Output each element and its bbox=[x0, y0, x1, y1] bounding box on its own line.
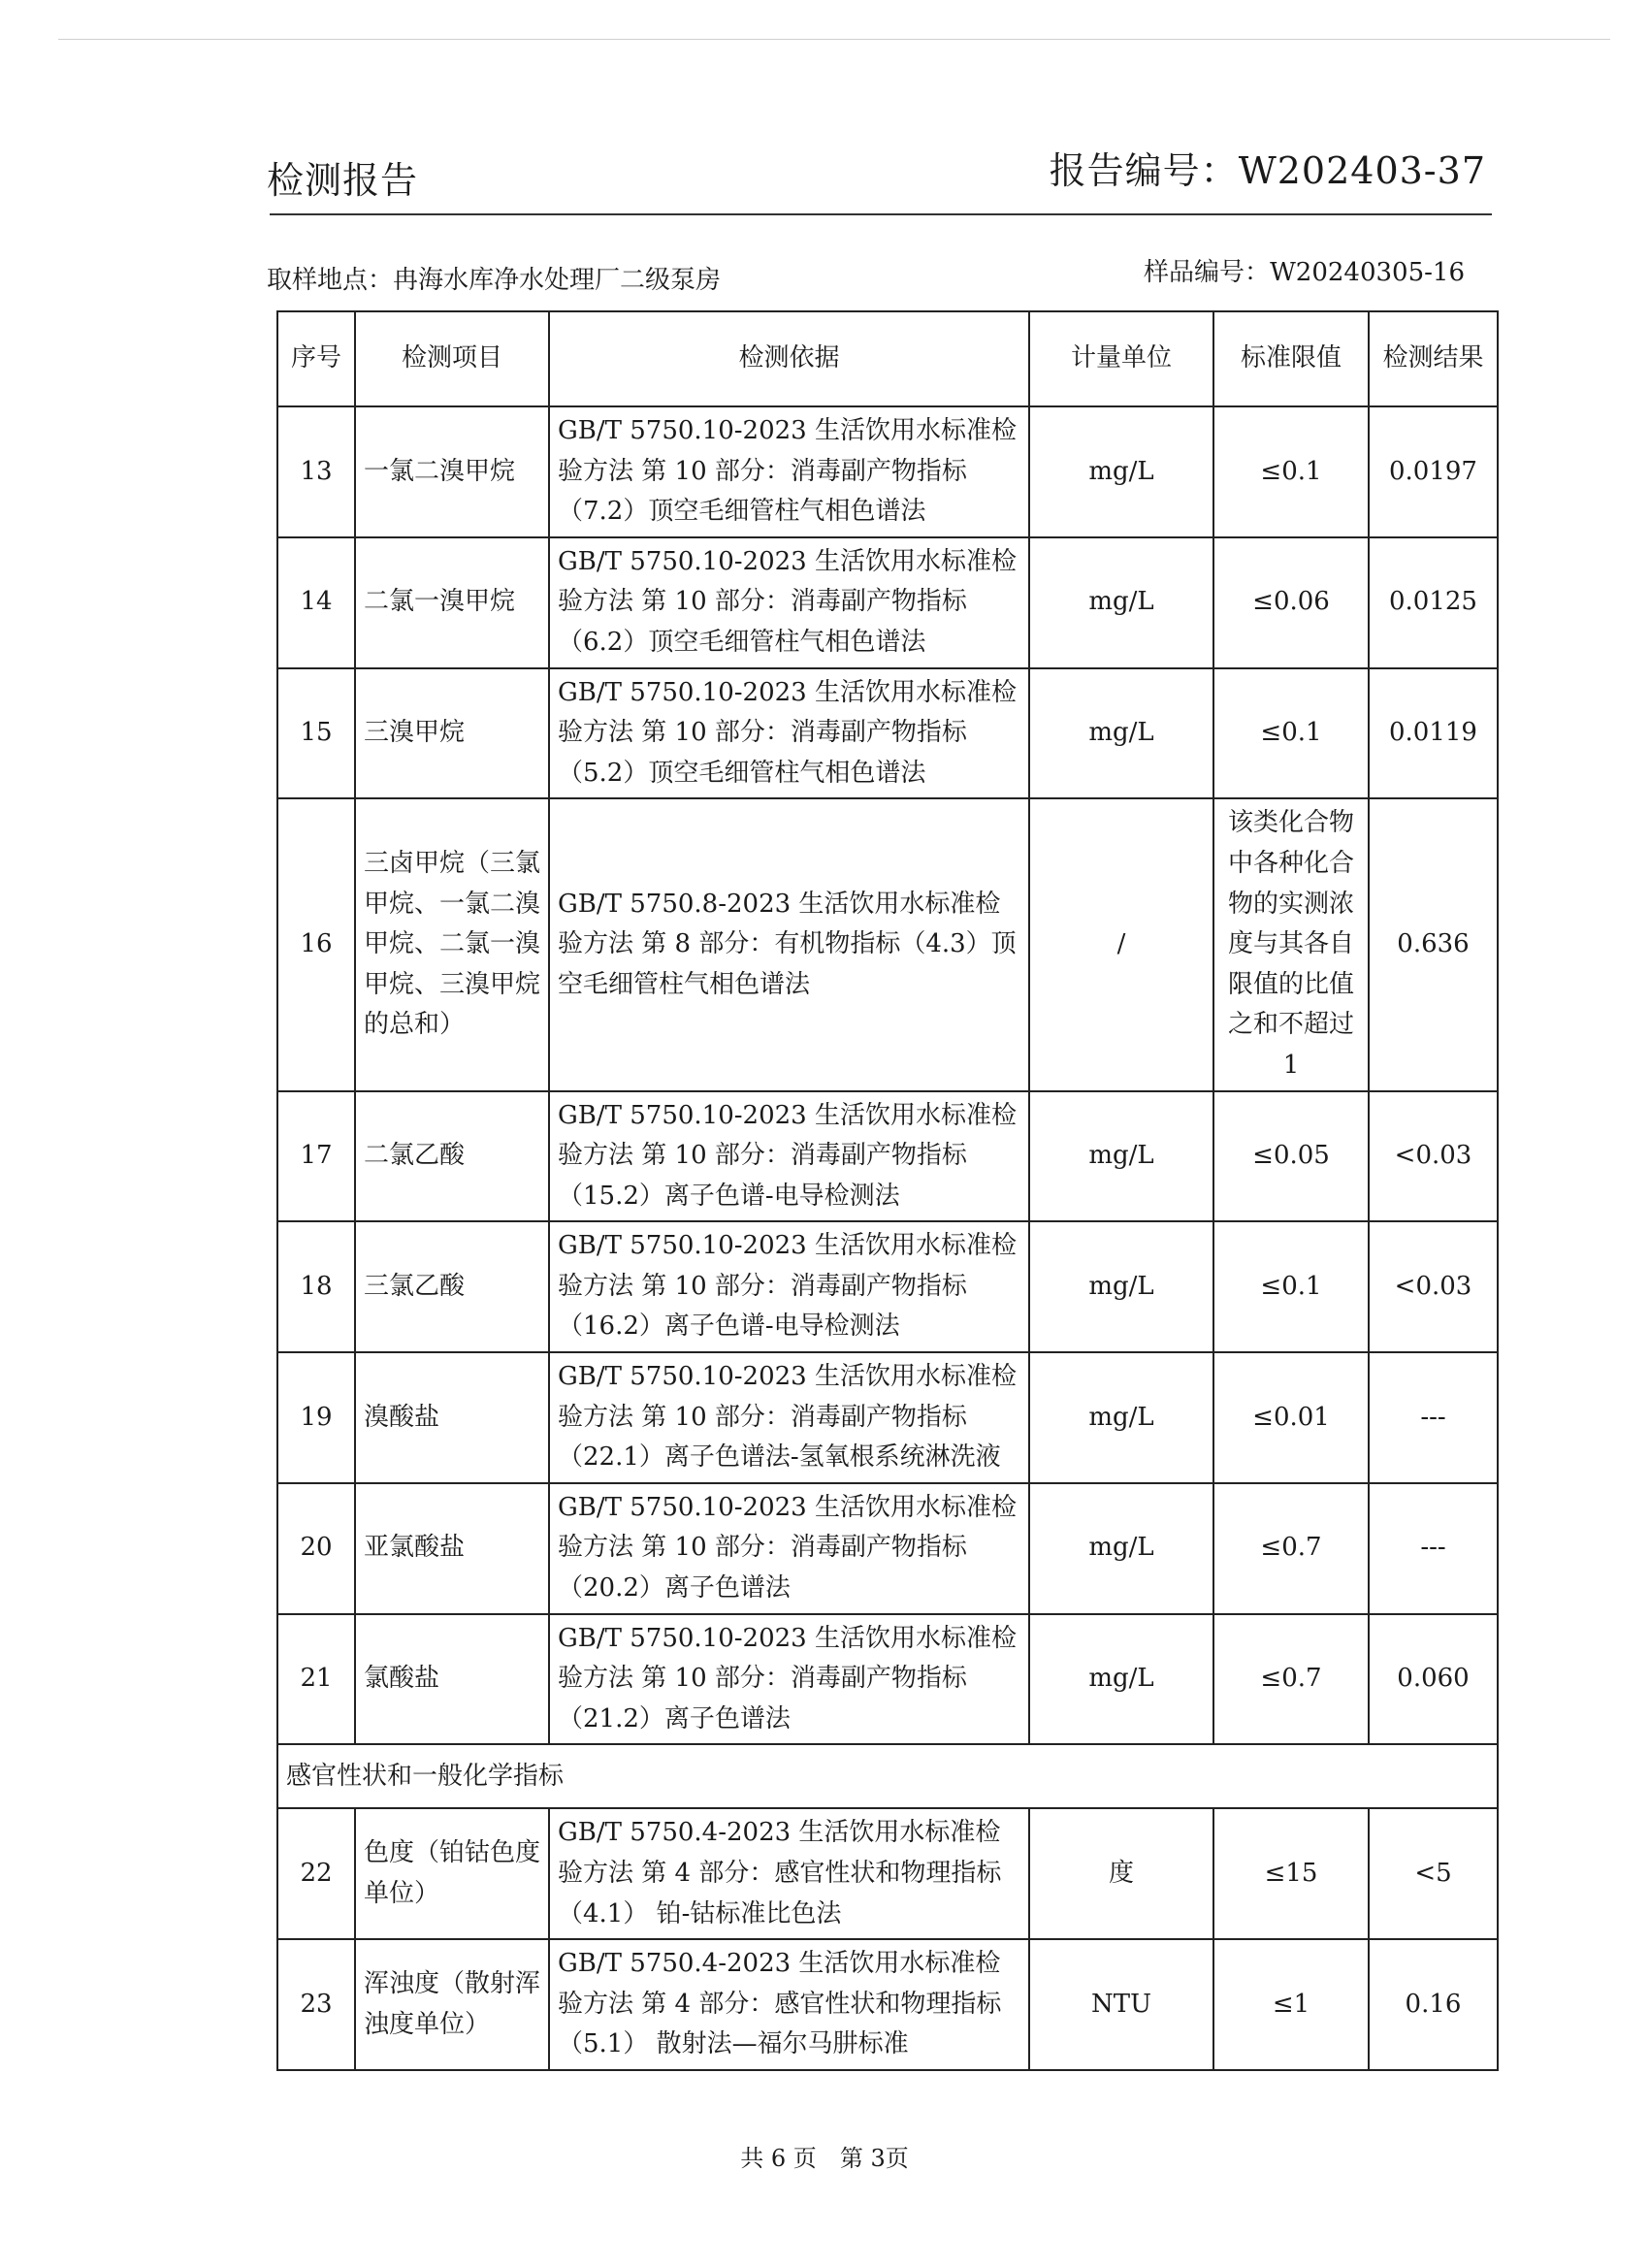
cell-basis: GB/T 5750.10-2023 生活饮用水标准检验方法 第 10 部分：消毒副产物指标（16.2）离子色谱-电导检测法 bbox=[549, 1221, 1029, 1352]
cell-limit: ≤0.05 bbox=[1213, 1091, 1369, 1222]
cell-unit: mg/L bbox=[1029, 1352, 1213, 1483]
col-header-basis: 检测依据 bbox=[549, 311, 1029, 406]
cell-basis: GB/T 5750.4-2023 生活饮用水标准检验方法 第 4 部分：感官性状和物理指标（5.1） 散射法—福尔马肼标准 bbox=[549, 1939, 1029, 2070]
cell-limit: ≤0.06 bbox=[1213, 537, 1369, 668]
cell-unit: mg/L bbox=[1029, 1091, 1213, 1222]
cell-no: 18 bbox=[277, 1221, 355, 1352]
cell-no: 19 bbox=[277, 1352, 355, 1483]
current-page: 第 3页 bbox=[839, 2145, 909, 2172]
cell-item: 浑浊度（散射浑浊度单位） bbox=[355, 1939, 549, 2070]
cell-result: 0.0197 bbox=[1369, 406, 1498, 537]
table-row bbox=[277, 1352, 1498, 1483]
report-title: 检测报告 bbox=[267, 159, 419, 202]
col-header-item: 检测项目 bbox=[355, 311, 549, 406]
scan-edge-line bbox=[58, 39, 1610, 40]
table-row bbox=[277, 1221, 1498, 1352]
cell-result: 0.16 bbox=[1369, 1939, 1498, 2070]
table-row bbox=[277, 406, 1498, 537]
report-number bbox=[1050, 141, 1486, 194]
cell-unit: / bbox=[1029, 798, 1213, 1090]
sample-number bbox=[1144, 252, 1465, 288]
cell-limit: ≤0.1 bbox=[1213, 1221, 1369, 1352]
col-header-unit: 计量单位 bbox=[1029, 311, 1213, 406]
table-row bbox=[277, 798, 1498, 1090]
cell-unit: mg/L bbox=[1029, 1483, 1213, 1614]
sampling-location bbox=[267, 260, 721, 296]
cell-unit: mg/L bbox=[1029, 1614, 1213, 1745]
cell-item: 二氯乙酸 bbox=[355, 1091, 549, 1222]
cell-unit: NTU bbox=[1029, 1939, 1213, 2070]
cell-basis: GB/T 5750.8-2023 生活饮用水标准检验方法 第 8 部分：有机物指标（4.3）顶空毛细管柱气相色谱法 bbox=[549, 798, 1029, 1090]
report-number-label: 报告编号： bbox=[1049, 149, 1239, 192]
cell-limit: ≤1 bbox=[1213, 1939, 1369, 2070]
table-header-row bbox=[277, 311, 1498, 406]
cell-item: 亚氯酸盐 bbox=[355, 1483, 549, 1614]
cell-result: <0.03 bbox=[1369, 1091, 1498, 1222]
header-divider bbox=[270, 213, 1492, 215]
cell-no: 16 bbox=[277, 798, 355, 1090]
cell-basis: GB/T 5750.4-2023 生活饮用水标准检验方法 第 4 部分：感官性状和物理指标（4.1） 铂-钴标准比色法 bbox=[549, 1808, 1029, 1939]
cell-result: 0.060 bbox=[1369, 1614, 1498, 1745]
cell-item: 色度（铂钴色度单位） bbox=[355, 1808, 549, 1939]
cell-result: 0.0119 bbox=[1369, 668, 1498, 799]
cell-result: --- bbox=[1369, 1483, 1498, 1614]
cell-item: 氯酸盐 bbox=[355, 1614, 549, 1745]
cell-limit: ≤0.7 bbox=[1213, 1483, 1369, 1614]
cell-no: 15 bbox=[277, 668, 355, 799]
cell-basis: GB/T 5750.10-2023 生活饮用水标准检验方法 第 10 部分：消毒副产物指标（6.2）顶空毛细管柱气相色谱法 bbox=[549, 537, 1029, 668]
page-footer bbox=[0, 2139, 1649, 2173]
table-row bbox=[277, 1808, 1498, 1939]
sample-number-value: W20240305-16 bbox=[1270, 258, 1465, 287]
results-table bbox=[276, 310, 1499, 2071]
cell-basis: GB/T 5750.10-2023 生活饮用水标准检验方法 第 10 部分：消毒副产物指标（21.2）离子色谱法 bbox=[549, 1614, 1029, 1745]
sampling-location-label: 取样地点： bbox=[267, 266, 394, 295]
section-label: 感官性状和一般化学指标 bbox=[277, 1744, 1498, 1808]
cell-item: 三溴甲烷 bbox=[355, 668, 549, 799]
table-row bbox=[277, 1939, 1498, 2070]
cell-limit: ≤0.1 bbox=[1213, 406, 1369, 537]
cell-no: 13 bbox=[277, 406, 355, 537]
section-row bbox=[277, 1744, 1498, 1808]
col-header-result: 检测结果 bbox=[1369, 311, 1498, 406]
cell-result: 0.636 bbox=[1369, 798, 1498, 1090]
table-row bbox=[277, 537, 1498, 668]
cell-limit: ≤0.01 bbox=[1213, 1352, 1369, 1483]
table-row bbox=[277, 1483, 1498, 1614]
cell-limit: 该类化合物中各种化合物的实测浓度与其各自限值的比值之和不超过1 bbox=[1213, 798, 1369, 1090]
cell-item: 一氯二溴甲烷 bbox=[355, 406, 549, 537]
cell-result: <0.03 bbox=[1369, 1221, 1498, 1352]
report-number-value: W202403-37 bbox=[1238, 149, 1486, 192]
cell-result: --- bbox=[1369, 1352, 1498, 1483]
cell-unit: 度 bbox=[1029, 1808, 1213, 1939]
cell-unit: mg/L bbox=[1029, 406, 1213, 537]
cell-result: 0.0125 bbox=[1369, 537, 1498, 668]
cell-unit: mg/L bbox=[1029, 1221, 1213, 1352]
col-header-no: 序号 bbox=[277, 311, 355, 406]
cell-basis: GB/T 5750.10-2023 生活饮用水标准检验方法 第 10 部分：消毒副产物指标（5.2）顶空毛细管柱气相色谱法 bbox=[549, 668, 1029, 799]
cell-unit: mg/L bbox=[1029, 668, 1213, 799]
sample-number-label: 样品编号： bbox=[1144, 258, 1271, 287]
cell-no: 14 bbox=[277, 537, 355, 668]
sampling-location-value: 冉海水库净水处理厂二级泵房 bbox=[393, 266, 722, 295]
cell-basis: GB/T 5750.10-2023 生活饮用水标准检验方法 第 10 部分：消毒副产物指标（15.2）离子色谱-电导检测法 bbox=[549, 1091, 1029, 1222]
cell-item: 三氯乙酸 bbox=[355, 1221, 549, 1352]
cell-item: 溴酸盐 bbox=[355, 1352, 549, 1483]
cell-no: 21 bbox=[277, 1614, 355, 1745]
cell-no: 22 bbox=[277, 1808, 355, 1939]
total-pages: 共 6 页 bbox=[740, 2145, 817, 2172]
cell-no: 17 bbox=[277, 1091, 355, 1222]
cell-unit: mg/L bbox=[1029, 537, 1213, 668]
cell-basis: GB/T 5750.10-2023 生活饮用水标准检验方法 第 10 部分：消毒副产物指标（7.2）顶空毛细管柱气相色谱法 bbox=[549, 406, 1029, 537]
table-row bbox=[277, 1614, 1498, 1745]
table-row bbox=[277, 1091, 1498, 1222]
cell-limit: ≤15 bbox=[1213, 1808, 1369, 1939]
cell-item: 二氯一溴甲烷 bbox=[355, 537, 549, 668]
table-row bbox=[277, 668, 1498, 799]
cell-limit: ≤0.1 bbox=[1213, 668, 1369, 799]
cell-item: 三卤甲烷（三氯甲烷、一氯二溴甲烷、二氯一溴甲烷、三溴甲烷的总和） bbox=[355, 798, 549, 1090]
col-header-limit: 标准限值 bbox=[1213, 311, 1369, 406]
cell-basis: GB/T 5750.10-2023 生活饮用水标准检验方法 第 10 部分：消毒副产物指标（22.1）离子色谱法-氢氧根系统淋洗液 bbox=[549, 1352, 1029, 1483]
cell-no: 20 bbox=[277, 1483, 355, 1614]
cell-limit: ≤0.7 bbox=[1213, 1614, 1369, 1745]
cell-no: 23 bbox=[277, 1939, 355, 2070]
cell-basis: GB/T 5750.10-2023 生活饮用水标准检验方法 第 10 部分：消毒副产物指标（20.2）离子色谱法 bbox=[549, 1483, 1029, 1614]
cell-result: <5 bbox=[1369, 1808, 1498, 1939]
